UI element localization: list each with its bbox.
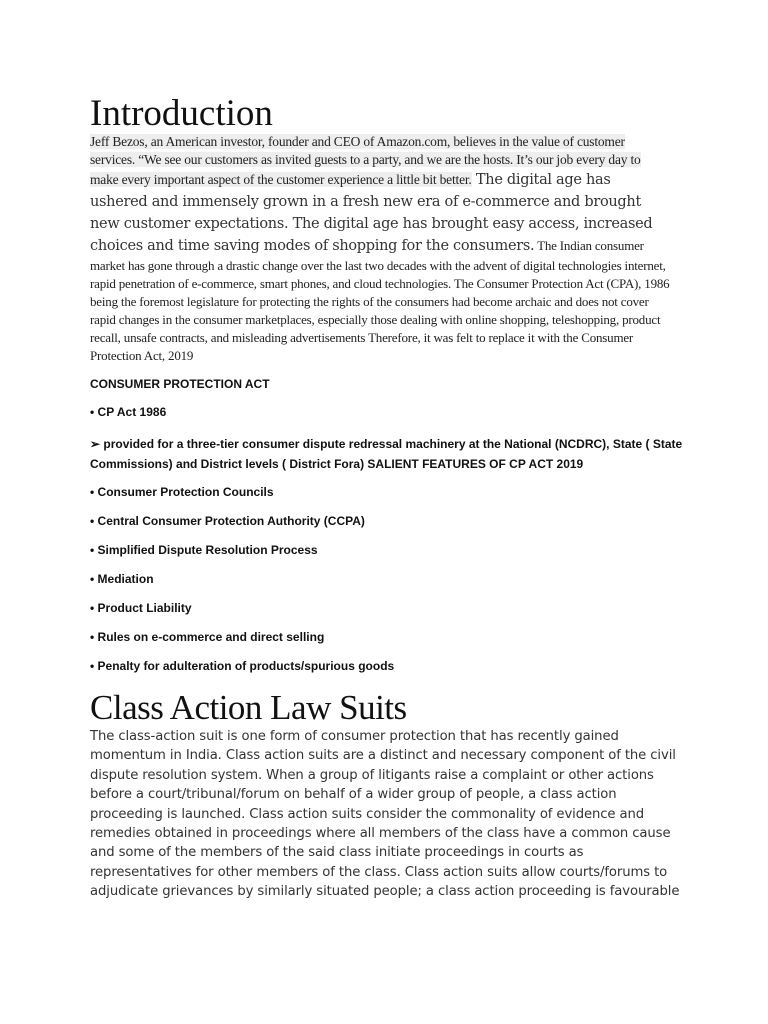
feature-bullet: • Central Consumer Protection Authority (CCPA) bbox=[90, 514, 365, 528]
class-action-heading: Class Action Law Suits bbox=[90, 688, 407, 727]
feature-bullet: • Consumer Protection Councils bbox=[90, 485, 274, 499]
feature-bullet: • Simplified Dispute Resolution Process bbox=[90, 543, 318, 557]
cp-act-1986-bullet: • CP Act 1986 bbox=[90, 405, 167, 419]
feature-bullet: • Product Liability bbox=[90, 601, 192, 615]
class-action-paragraph: The class-action suit is one form of consumer protection that has recently gained momentum in India. Class action suits are a distinct and necessary component of the civil dispute resolution system. When a group of litigants raise a complaint or other actions before a court/tribunal/forum on behalf of a wider group of people, a class action proceeding is launched. Class action suits consider the commonality of evidence and remedies obtained in proceedings where all members of the class have a common cause and some of the members of the said class initiate proceedings in courts as representatives for other members of the class. Class action suits allow courts/forums to adjudicate grievances by similarly situated people; a class action proceeding is favourable bbox=[90, 729, 680, 900]
consumer-protection-act-heading: CONSUMER PROTECTION ACT bbox=[90, 377, 270, 391]
feature-bullet: • Mediation bbox=[90, 572, 154, 586]
feature-bullet: • Rules on e-commerce and direct selling bbox=[90, 630, 325, 644]
introduction-heading: Introduction bbox=[90, 93, 273, 134]
highlighted-quote-text: Jeff Bezos, an American investor, founder and CEO of Amazon.com, believes in the value of customer services. “We see our customers as invited guests to a party, and we are the hosts. It’s our job every day to make every important aspect of the customer experience a little bit better. bbox=[90, 134, 641, 187]
introduction-paragraph bbox=[90, 133, 670, 365]
redressal-machinery-text: ➢ provided for a three-tier consumer dispute redressal machinery at the National (NCDRC), State ( State Commissions) and District levels ( District Fora) SALIENT FEATURES OF CP ACT 2019 bbox=[90, 437, 683, 471]
digital-age-text: The digital age has ushered and immensely grown in a fresh new era of e-commerce and brought new customer expectations. The digital age has brought easy access, increased choices and time saving modes of shopping for the consumers. bbox=[90, 172, 653, 254]
indian-market-text: The Indian consumer market has gone through a drastic change over the last two decades with the advent of digital technologies internet, rapid penetration of e-commerce, smart phones, and cloud technologies. The Consumer Protection Act (CPA), 1986 being the foremost legislature for protecting the rights of the consumers had become archaic and does not cover rapid changes in the consumer marketplaces, especially those dealing with online shopping, teleshopping, product recall, unsafe contracts, and misleading advertisements Therefore, it was felt to replace it with the Consumer Protection Act, 2019 bbox=[90, 238, 670, 363]
feature-bullet: • Penalty for adulteration of products/spurious goods bbox=[90, 659, 395, 673]
